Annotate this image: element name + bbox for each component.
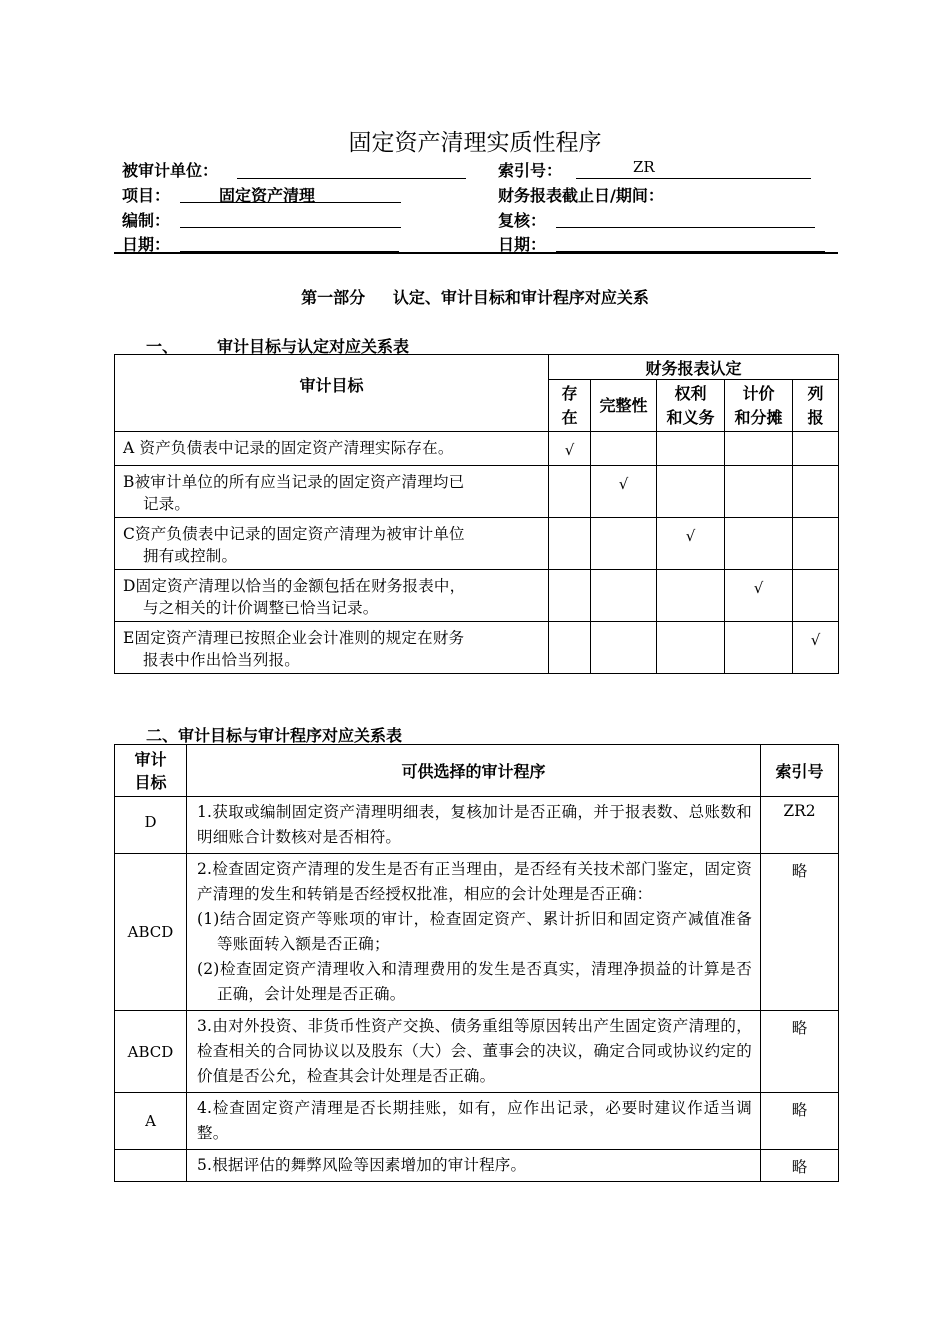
col-index-header: 索引号 [761, 745, 839, 797]
project-value: 固定资产清理 [219, 186, 316, 205]
assertion-header-line: 和分摊 [734, 407, 783, 427]
assertion-cell [657, 518, 725, 570]
procedure-main: 3.由对外投资、非货币性资产交换、债务重组等原因转出产生固定资产清理的，检查相关的合同协议以及股东（大）会、董事会的决议，确定合同或协议约定的价值是否公允，检查其会计处理是否正确。 [197, 1017, 752, 1085]
assertion-table [114, 354, 839, 674]
objective-row [115, 570, 839, 622]
procedure-objective: D [115, 797, 187, 854]
objective-line2: 拥有或控制。 [143, 547, 238, 565]
check-mark: √ [618, 475, 629, 493]
assertion-header-2 [657, 380, 725, 432]
procedure-index: 略 [761, 854, 839, 1011]
assertion-cell [657, 466, 725, 518]
auditee-field[interactable] [237, 178, 466, 179]
objective-row [115, 432, 839, 466]
header-rule [114, 252, 838, 254]
assertion-header-line: 权利 [674, 383, 707, 403]
assertion-cell [549, 622, 591, 674]
objective-description [115, 432, 549, 466]
objective-line2: 记录。 [143, 495, 191, 513]
procedure-index: ZR2 [761, 797, 839, 854]
date2-label: 日期： [498, 235, 547, 254]
procedure-main: 2.检查固定资产清理的发生是否有正当理由，是否经有关技术部门鉴定，固定资产清理的发生和转销是否经授权批准，相应的会计处理是否正确： [197, 860, 752, 903]
procedure-objective [115, 1150, 187, 1182]
procedure-objective: ABCD [115, 1011, 187, 1093]
assertion-cell [657, 622, 725, 674]
assertion-cell [549, 518, 591, 570]
assertion-cell [549, 570, 591, 622]
assertion-header-0 [549, 380, 591, 432]
procedure-row [115, 1011, 839, 1093]
procedure-main: 5.根据评估的舞弊风险等因素增加的审计程序。 [197, 1156, 527, 1174]
project-label: 项目： [122, 186, 171, 205]
assertion-cell [591, 570, 657, 622]
prepared-field[interactable] [180, 227, 401, 228]
assertion-cell [657, 432, 725, 466]
col-procedure-header: 可供选择的审计程序 [187, 745, 761, 797]
check-mark: √ [685, 527, 696, 545]
assertion-header-line: 列 [807, 383, 824, 403]
period-label: 财务报表截止日/期间： [498, 186, 664, 205]
assertion-cell [793, 622, 839, 674]
objective-line1: B被审计单位的所有应当记录的固定资产清理均已 [123, 473, 465, 491]
procedure-objective: ABCD [115, 854, 187, 1011]
objective-header-line2: 目标 [134, 772, 167, 792]
col-objective-header [115, 745, 187, 797]
assertion-cell [549, 432, 591, 466]
section1-heading: 一、 审计目标与认定对应关系表 [146, 337, 409, 356]
index-label: 索引号： [498, 161, 563, 180]
procedure-row [115, 854, 839, 1011]
procedure-text [187, 797, 761, 854]
objective-line1: C资产负债表中记录的固定资产清理为被审计单位 [123, 525, 465, 543]
assertion-header-4 [793, 380, 839, 432]
objective-header-line1: 审计 [134, 749, 167, 769]
assertion-header-3 [725, 380, 793, 432]
assertion-cell [793, 432, 839, 466]
objective-line1: A 资产负债表中记录的固定资产清理实际存在。 [123, 439, 454, 457]
assertion-header-line: 计价 [742, 383, 775, 403]
procedure-index: 略 [761, 1093, 839, 1150]
prepared-label: 编制： [122, 211, 171, 230]
objective-row [115, 622, 839, 674]
check-mark: √ [810, 631, 821, 649]
assertion-header-line: 存 [561, 383, 578, 403]
assertion-cell [793, 518, 839, 570]
assertion-cell [591, 622, 657, 674]
assertion-cell [549, 466, 591, 518]
reviewed-field[interactable] [556, 227, 815, 228]
assertion-cell [591, 466, 657, 518]
col-objective-header: 审计目标 [115, 355, 549, 432]
procedure-row [115, 797, 839, 854]
objective-description [115, 622, 549, 674]
assertion-cell [725, 622, 793, 674]
index-value: ZR [633, 158, 655, 176]
objective-row [115, 466, 839, 518]
assertion-header-line: 在 [561, 407, 578, 427]
check-mark: √ [564, 441, 575, 459]
assertion-cell [793, 466, 839, 518]
section2-heading: 二、审计目标与审计程序对应关系表 [146, 726, 403, 745]
check-mark: √ [753, 579, 764, 597]
procedure-main: 4.检查固定资产清理是否长期挂账，如有，应作出记录，必要时建议作适当调整。 [197, 1099, 752, 1142]
assertion-cell [591, 432, 657, 466]
objective-row [115, 518, 839, 570]
index-field[interactable] [576, 178, 811, 179]
procedure-table [114, 744, 839, 1182]
assertion-header-line: 报 [807, 407, 824, 427]
objective-line1: E固定资产清理已按照企业会计准则的规定在财务 [123, 629, 465, 647]
auditee-label: 被审计单位： [122, 161, 219, 180]
part1-heading: 第一部分 认定、审计目标和审计程序对应关系 [301, 288, 649, 307]
assertion-header-line: 和义务 [666, 407, 715, 427]
procedure-subitem: (1)结合固定资产等账项的审计，检查固定资产、累计折旧和固定资产减值准备等账面转入额是否正确； [197, 910, 752, 953]
objective-line1: D固定资产清理以恰当的金额包括在财务报表中， [123, 577, 466, 595]
procedure-text [187, 1011, 761, 1093]
date1-label: 日期： [122, 235, 171, 254]
assertion-cell [591, 518, 657, 570]
procedure-subitem: (2)检查固定资产清理收入和清理费用的发生是否真实，清理净损益的计算是否正确，会计处理是否正确。 [197, 960, 752, 1003]
procedure-text [187, 854, 761, 1011]
page-title: 固定资产清理实质性程序 [348, 130, 602, 156]
procedure-index: 略 [761, 1150, 839, 1182]
objective-description [115, 518, 549, 570]
objective-line2: 报表中作出恰当列报。 [143, 651, 301, 669]
assertion-header-1 [591, 380, 657, 432]
reviewed-label: 复核： [498, 211, 547, 230]
assertion-cell [725, 432, 793, 466]
assertion-cell [657, 570, 725, 622]
col-assertions-header: 财务报表认定 [549, 355, 839, 380]
assertion-header-line: 完整性 [599, 395, 648, 415]
assertion-cell [793, 570, 839, 622]
assertion-cell [725, 518, 793, 570]
objective-description [115, 570, 549, 622]
procedure-text [187, 1093, 761, 1150]
objective-description [115, 466, 549, 518]
procedure-row [115, 1150, 839, 1182]
objective-line2: 与之相关的计价调整已恰当记录。 [143, 599, 379, 617]
procedure-row [115, 1093, 839, 1150]
procedure-objective: A [115, 1093, 187, 1150]
procedure-index: 略 [761, 1011, 839, 1093]
procedure-main: 1.获取或编制固定资产清理明细表，复核加计是否正确，并于报表数、总账数和明细账合计数核对是否相符。 [197, 803, 752, 846]
assertion-cell [725, 466, 793, 518]
assertion-cell [725, 570, 793, 622]
procedure-text [187, 1150, 761, 1182]
